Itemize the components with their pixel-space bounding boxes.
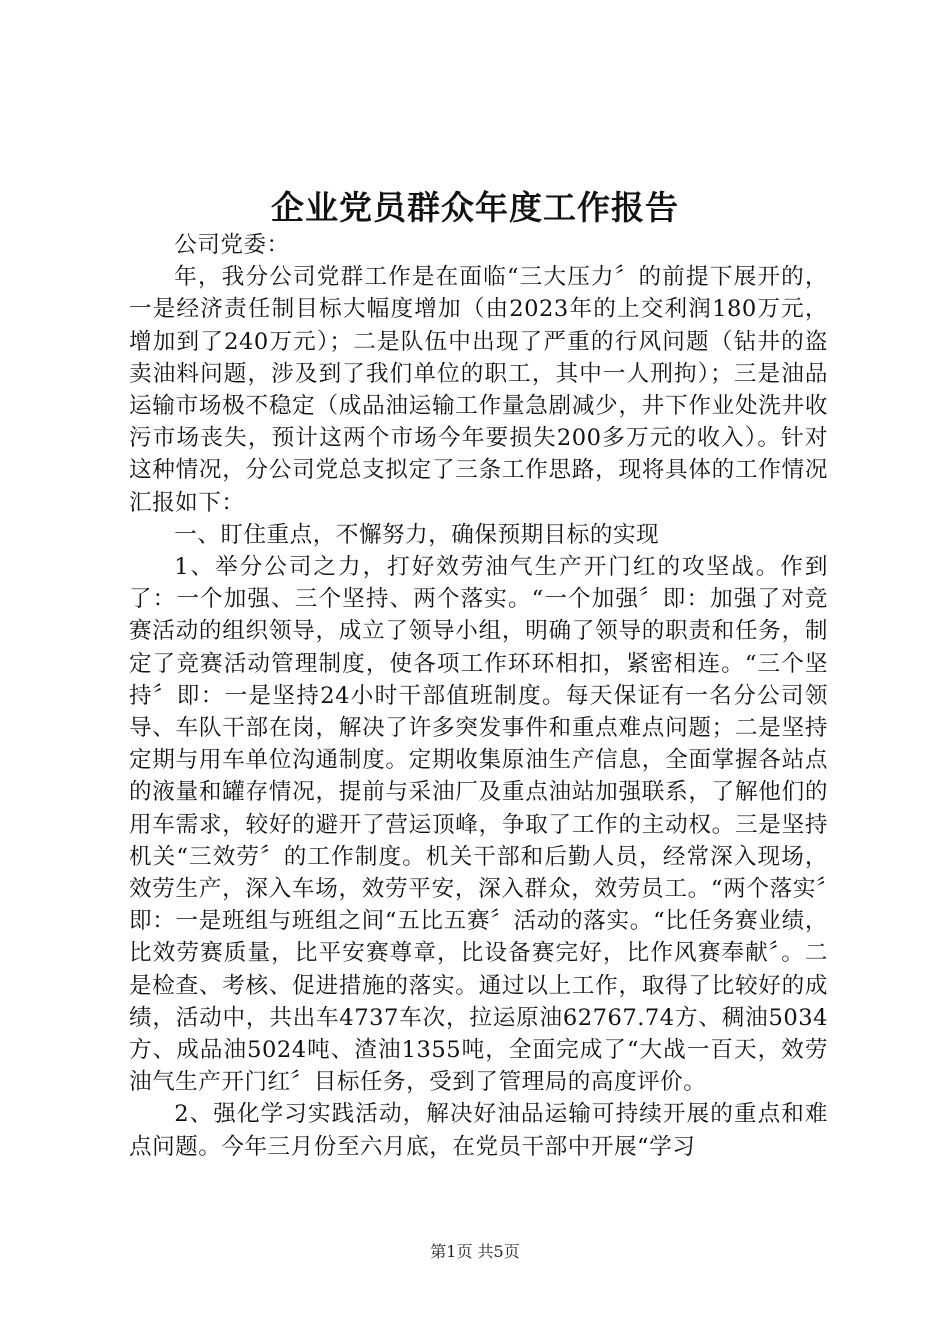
paragraph-item-1: 1、举分公司之力，打好效劳油气生产开门红的攻坚战。作到了：一个加强、三个坚持、两个落实。“一个加强〞即：加强了对竞赛活动的组织领导，成立了领导小组，明确了领导的职责和任务，制定了竞赛活动管理制度，使各项工作环环相扣，紧密相连。“三个坚持〞即：一是坚持24小时干部值班制度。每天保证有一名分公司领导、车队干部在岗，解决了许多突发事件和重点难点问题；二是坚持定期与用车单位沟通制度。定期收集原油生产信息，全面掌握各站点的液量和罐存情况，提前与采油厂及重点油站加强联系，了解他们的用车需求，较好的避开了营运顶峰，争取了工作的主动权。三是坚持机关“三效劳〞的工作制度。机关干部和后勤人员，经常深入现场，效劳生产，深入车场，效劳平安，深入群众，效劳员工。“两个落实〞即：一是班组与班组之间“五比五赛〞活动的落实。“比任务赛业绩，比效劳赛质量，比平安赛尊章，比设备赛完好，比作风赛奉献〞。二是检查、考核、促进措施的落实。通过以上工作，取得了比较好的成绩，活动中，共出车4737车次，拉运原油62767.74方、稠油5034方、成品油5024吨、渣油1355吨，全面完成了“大战一百天，效劳油气生产开门红〞目标任务，受到了管理局的高度评价。 xyxy=(129,554,828,1096)
paragraph-item-2: 2、强化学习实践活动，解决好油品运输可持续开展的重点和难点问题。今年三月份至六月底，在党员干部中开展“学习 xyxy=(129,1101,828,1160)
document-body xyxy=(129,229,828,1163)
section-heading-1: 一、盯住重点，不懈努力，确保预期目标的实现 xyxy=(174,521,660,548)
paragraph-intro: 年，我分公司党群工作是在面临“三大压力〞的前提下展开的，一是经济责任制目标大幅度增加（由2023年的上交利润180万元，增加到了240万元）；二是队伍中出现了严重的行风问题（钻井的盗卖油料问题，涉及到了我们单位的职工，其中一人刑拘）；三是油品运输市场极不稳定（成品油运输工作量急剧减少，井下作业处洗井收污市场丧失，预计这两个市场今年要损失200多万元的收入）。针对这种情况，分公司党总支拟定了三条工作思路，现将具体的工作情况汇报如下： xyxy=(129,264,828,516)
page-footer: 第1页 共5页 xyxy=(430,1242,520,1261)
salutation: 公司党委： xyxy=(174,232,290,258)
document-title: 企业党员群众年度工作报告 xyxy=(271,188,679,227)
